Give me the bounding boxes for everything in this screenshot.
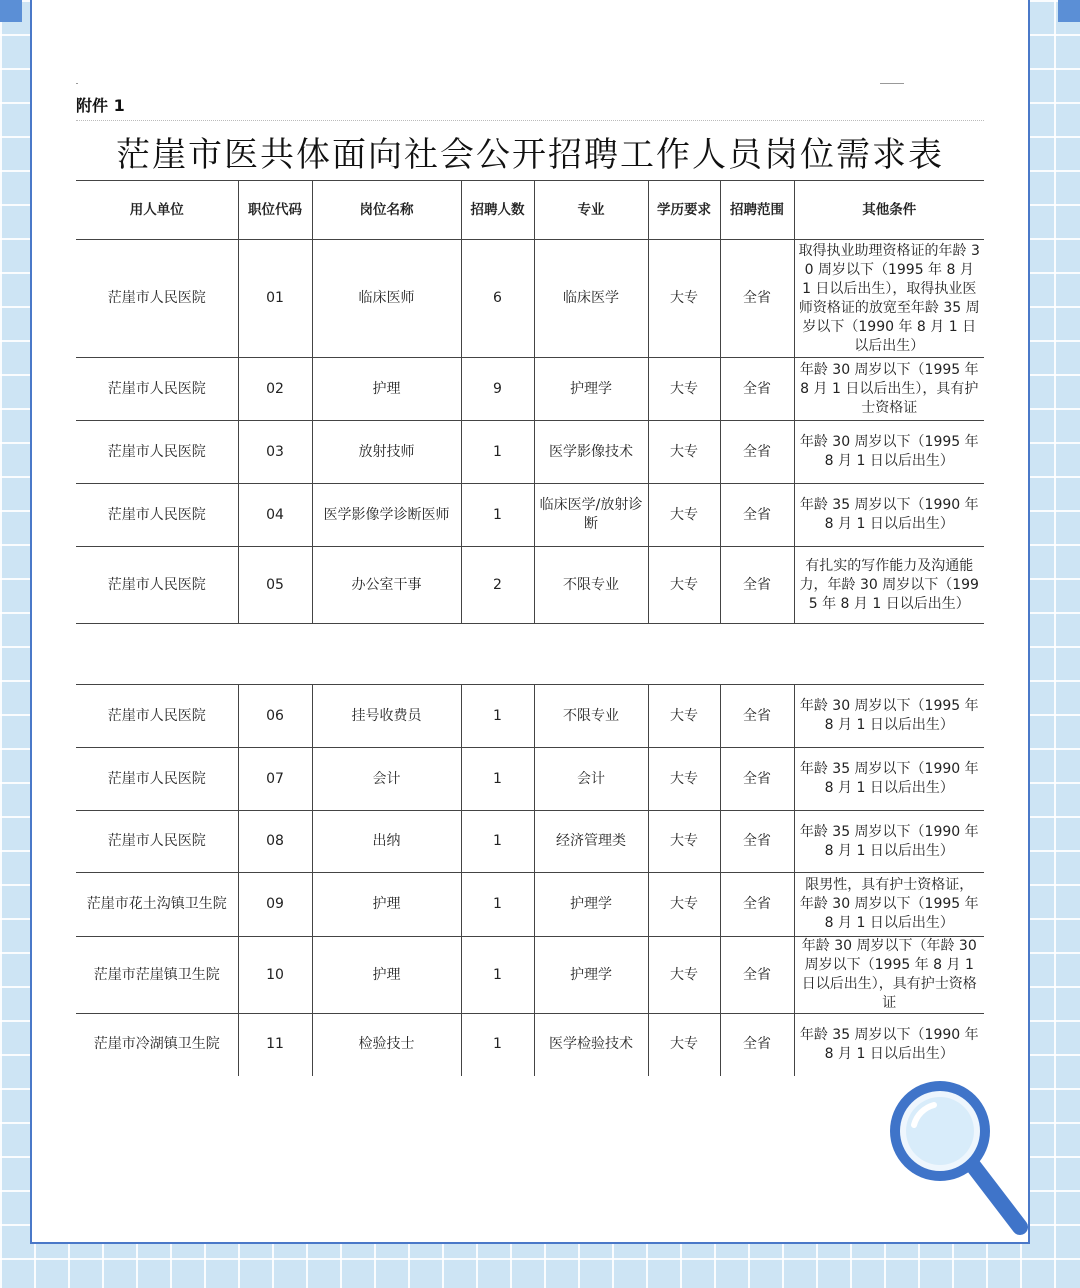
- corner-decoration: [1058, 0, 1080, 22]
- cell-scope: 全省: [720, 240, 794, 358]
- cell-scope: 全省: [720, 748, 794, 811]
- cell-post: 临床医师: [312, 240, 461, 358]
- cell-post: 办公室干事: [312, 547, 461, 624]
- cell-conditions: 年龄 30 周岁以下（1995 年 8 月 1 日以后出生）: [794, 685, 984, 748]
- cell-count: 1: [461, 421, 534, 484]
- cell-unit: 茫崖市花土沟镇卫生院: [76, 873, 238, 937]
- cell-scope: 全省: [720, 421, 794, 484]
- cell-post: 会计: [312, 748, 461, 811]
- cell-conditions: 年龄 35 周岁以下（1990 年 8 月 1 日以后出生）: [794, 811, 984, 873]
- cell-conditions: 年龄 30 周岁以下（1995 年 8 月 1 日以后出生）: [794, 421, 984, 484]
- cell-conditions: 取得执业助理资格证的年龄 30 周岁以下（1995 年 8 月 1 日以后出生），取得执业医师资格证的放宽至年龄 35 周岁以下（1990 年 8 月 1 日以后出生）: [794, 240, 984, 358]
- table-row: [76, 937, 984, 1014]
- recruitment-table-part-2: [76, 684, 984, 1076]
- cell-code: 10: [238, 937, 312, 1014]
- cell-conditions: 年龄 30 周岁以下（年龄 30 周岁以下（1995 年 8 月 1 日以后出生），具有护士资格证: [794, 937, 984, 1014]
- cell-education: 大专: [648, 358, 720, 421]
- table-row: [76, 240, 984, 358]
- table-row: [76, 748, 984, 811]
- document-title: 茫崖市医共体面向社会公开招聘工作人员岗位需求表: [116, 134, 944, 175]
- cell-code: 09: [238, 873, 312, 937]
- cell-code: 06: [238, 685, 312, 748]
- cell-post: 护理: [312, 873, 461, 937]
- header-cell: 其他条件: [794, 181, 984, 240]
- header-cell: 岗位名称: [312, 181, 461, 240]
- cell-scope: 全省: [720, 685, 794, 748]
- cell-education: 大专: [648, 811, 720, 873]
- cell-count: 9: [461, 358, 534, 421]
- cell-count: 1: [461, 748, 534, 811]
- cell-education: 大专: [648, 1014, 720, 1076]
- cell-unit: 茫崖市人民医院: [76, 748, 238, 811]
- cell-post: 出纳: [312, 811, 461, 873]
- cell-unit: 茫崖市茫崖镇卫生院: [76, 937, 238, 1014]
- cell-major: 临床医学: [534, 240, 648, 358]
- page-mark: [76, 83, 78, 84]
- cell-education: 大专: [648, 240, 720, 358]
- cell-post: 护理: [312, 358, 461, 421]
- cell-post: 放射技师: [312, 421, 461, 484]
- cell-unit: 茫崖市人民医院: [76, 421, 238, 484]
- cell-scope: 全省: [720, 358, 794, 421]
- cell-count: 1: [461, 1014, 534, 1076]
- table-row: [76, 484, 984, 547]
- magnifier-icon: [880, 1075, 1040, 1255]
- cell-unit: 茫崖市人民医院: [76, 358, 238, 421]
- cell-education: 大专: [648, 421, 720, 484]
- cell-major: 临床医学/放射诊断: [534, 484, 648, 547]
- cell-count: 1: [461, 484, 534, 547]
- cell-education: 大专: [648, 484, 720, 547]
- cell-count: 1: [461, 937, 534, 1014]
- cell-count: 1: [461, 685, 534, 748]
- cell-unit: 茫崖市人民医院: [76, 547, 238, 624]
- header-cell: 招聘人数: [461, 181, 534, 240]
- cell-scope: 全省: [720, 811, 794, 873]
- cell-education: 大专: [648, 547, 720, 624]
- cell-unit: 茫崖市人民医院: [76, 240, 238, 358]
- cell-count: 1: [461, 873, 534, 937]
- cell-major: 护理学: [534, 873, 648, 937]
- header-cell: 专业: [534, 181, 648, 240]
- table-row: [76, 685, 984, 748]
- header-cell: 学历要求: [648, 181, 720, 240]
- cell-major: 护理学: [534, 358, 648, 421]
- cell-code: 01: [238, 240, 312, 358]
- cell-code: 05: [238, 547, 312, 624]
- cell-scope: 全省: [720, 937, 794, 1014]
- cell-conditions: 年龄 35 周岁以下（1990 年 8 月 1 日以后出生）: [794, 484, 984, 547]
- cell-scope: 全省: [720, 547, 794, 624]
- cell-unit: 茫崖市人民医院: [76, 484, 238, 547]
- cell-unit: 茫崖市人民医院: [76, 685, 238, 748]
- cell-code: 08: [238, 811, 312, 873]
- table-row: [76, 358, 984, 421]
- cell-conditions: 年龄 30 周岁以下（1995 年 8 月 1 日以后出生），具有护士资格证: [794, 358, 984, 421]
- cell-major: 医学检验技术: [534, 1014, 648, 1076]
- cell-major: 不限专业: [534, 547, 648, 624]
- cell-major: 经济管理类: [534, 811, 648, 873]
- cell-conditions: 年龄 35 周岁以下（1990 年 8 月 1 日以后出生）: [794, 1014, 984, 1076]
- table-row: [76, 547, 984, 624]
- table-row: [76, 421, 984, 484]
- corner-decoration: [0, 0, 22, 22]
- table-header-row: [76, 181, 984, 240]
- cell-scope: 全省: [720, 873, 794, 937]
- cell-major: 会计: [534, 748, 648, 811]
- cell-conditions: 有扎实的写作能力及沟通能力，年龄 30 周岁以下（1995 年 8 月 1 日以后出生）: [794, 547, 984, 624]
- cell-unit: 茫崖市人民医院: [76, 811, 238, 873]
- recruitment-table-part-1: [76, 180, 984, 624]
- cell-major: 不限专业: [534, 685, 648, 748]
- cell-post: 检验技士: [312, 1014, 461, 1076]
- cell-post: 医学影像学诊断医师: [312, 484, 461, 547]
- cell-unit: 茫崖市冷湖镇卫生院: [76, 1014, 238, 1076]
- cell-conditions: 年龄 35 周岁以下（1990 年 8 月 1 日以后出生）: [794, 748, 984, 811]
- table-row: [76, 811, 984, 873]
- cell-count: 2: [461, 547, 534, 624]
- cell-major: 护理学: [534, 937, 648, 1014]
- header-cell: 招聘范围: [720, 181, 794, 240]
- cell-education: 大专: [648, 873, 720, 937]
- cell-education: 大专: [648, 937, 720, 1014]
- cell-code: 11: [238, 1014, 312, 1076]
- cell-post: 护理: [312, 937, 461, 1014]
- cell-major: 医学影像技术: [534, 421, 648, 484]
- cell-code: 03: [238, 421, 312, 484]
- attachment-label: 附件 1: [76, 96, 125, 115]
- cell-code: 04: [238, 484, 312, 547]
- cell-education: 大专: [648, 685, 720, 748]
- cell-code: 07: [238, 748, 312, 811]
- cell-count: 1: [461, 811, 534, 873]
- cell-education: 大专: [648, 748, 720, 811]
- table-row: [76, 873, 984, 937]
- cell-count: 6: [461, 240, 534, 358]
- header-cell: 用人单位: [76, 181, 238, 240]
- cell-code: 02: [238, 358, 312, 421]
- cell-conditions: 限男性，具有护士资格证，年龄 30 周岁以下（1995 年 8 月 1 日以后出生）: [794, 873, 984, 937]
- page-mark: [880, 83, 904, 84]
- header-cell: 职位代码: [238, 181, 312, 240]
- table-row: [76, 1014, 984, 1076]
- cell-scope: 全省: [720, 484, 794, 547]
- cell-scope: 全省: [720, 1014, 794, 1076]
- cell-post: 挂号收费员: [312, 685, 461, 748]
- title-box: [76, 120, 984, 181]
